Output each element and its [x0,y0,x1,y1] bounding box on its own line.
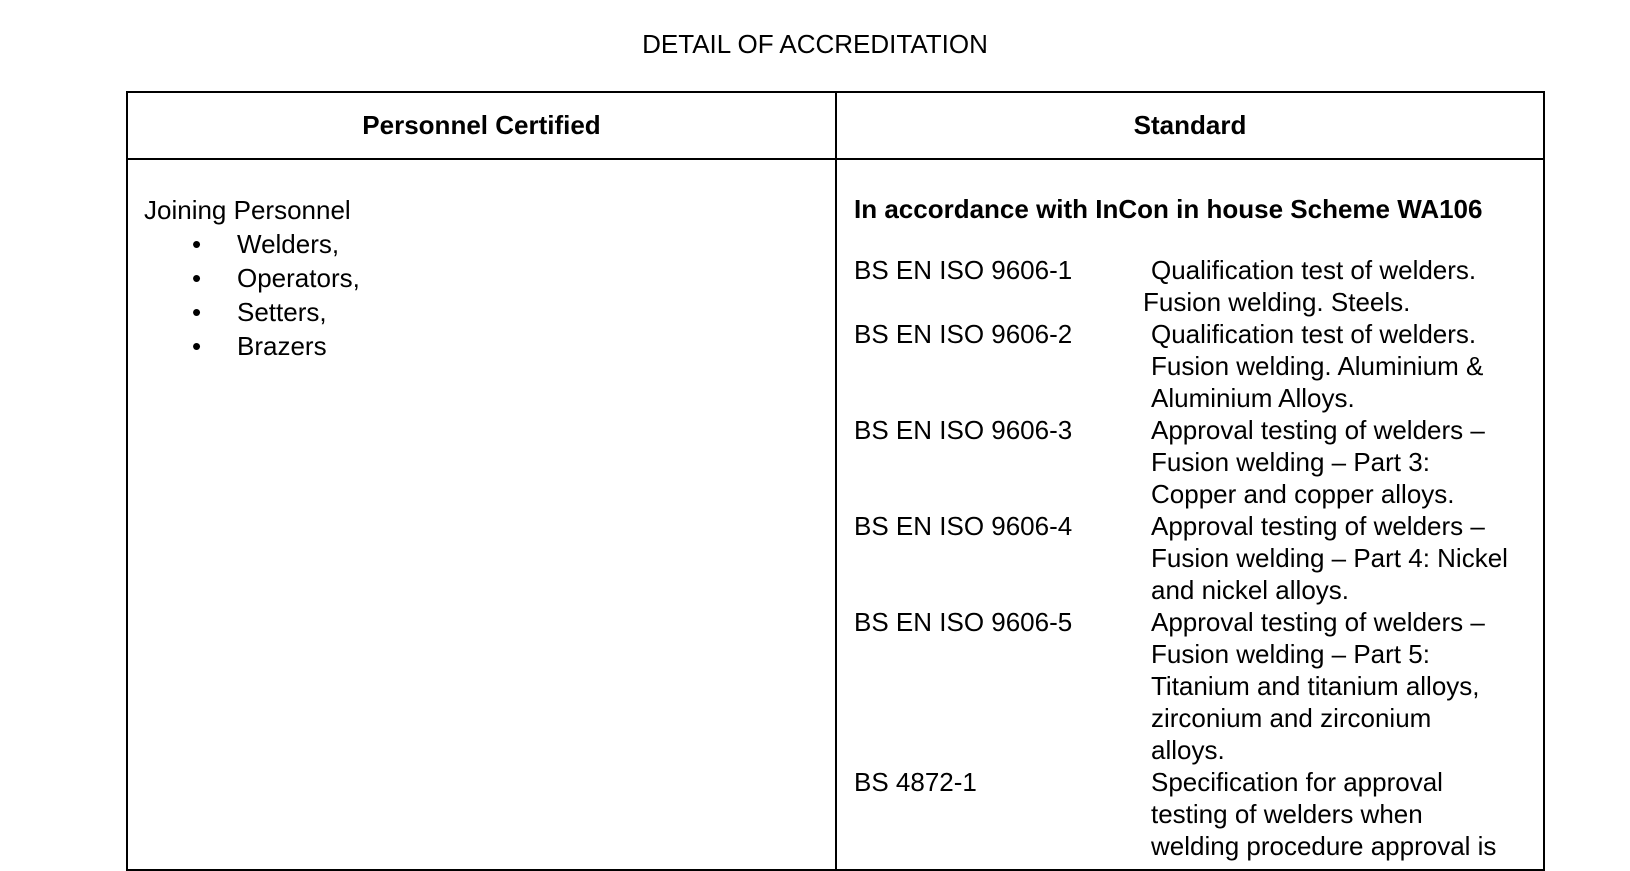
bullet-icon: • [192,229,202,259]
standard-description [1151,606,1541,766]
personnel-list [144,227,824,363]
description-line: Titanium and titanium alloys, [1151,671,1480,701]
description-line: Aluminium Alloys. [1151,383,1355,413]
description-line: alloys. [1151,735,1225,765]
description-line: and nickel alloys. [1151,575,1349,605]
description-line: welding procedure approval is [1151,831,1497,861]
description-line: Qualification test of welders. [1151,255,1477,285]
bullet-icon: • [192,297,202,327]
document-title: DETAIL OF ACCREDITATION [642,29,988,59]
description-line: Fusion welding – Part 3: [1151,447,1430,477]
description-line: Specification for approval [1151,767,1443,797]
header-standard: Standard [1133,110,1247,140]
list-item [144,295,824,329]
personnel-heading: Joining Personnel [144,195,351,225]
standard-row [854,414,1534,510]
column-divider [835,93,837,869]
standard-description [1151,318,1541,414]
scheme-statement: In accordance with InCon in house Scheme WA106 [854,194,1483,224]
list-item-label: Operators, [237,263,360,293]
standard-description [1151,414,1541,510]
standard-description [1151,766,1541,862]
header-rule [128,158,1543,160]
standard-code: BS EN ISO 9606-2 [854,319,1073,349]
standard-description [1143,254,1541,318]
list-item-label: Setters, [237,297,327,327]
accreditation-table [126,91,1545,871]
bullet-icon: • [192,331,202,361]
list-item [144,227,824,261]
standard-row [854,254,1534,318]
standard-code: BS EN ISO 9606-3 [854,415,1073,445]
header-personnel-certified: Personnel Certified [362,110,601,140]
standard-code: BS EN ISO 9606-1 [854,255,1073,285]
list-item-label: Brazers [237,331,327,361]
description-line: Fusion welding. Steels. [1143,287,1411,317]
description-line: Qualification test of welders. [1151,319,1477,349]
description-line: Approval testing of welders – [1151,415,1485,445]
list-item [144,261,824,295]
standard-row [854,510,1534,606]
description-line: zirconium and zirconium [1151,703,1432,733]
description-line: Copper and copper alloys. [1151,479,1455,509]
standard-row [854,318,1534,414]
list-item [144,329,824,363]
standards-cell [854,193,1534,862]
standard-row [854,606,1534,766]
description-line: Fusion welding – Part 4: Nickel [1151,543,1508,573]
list-item-label: Welders, [237,229,340,259]
description-line: testing of welders when [1151,799,1423,829]
standard-code: BS 4872-1 [854,767,977,797]
standard-code: BS EN ISO 9606-4 [854,511,1073,541]
description-line: Fusion welding – Part 5: [1151,639,1430,669]
bullet-icon: • [192,263,202,293]
personnel-cell [144,193,824,363]
standard-description [1151,510,1541,606]
description-line: Approval testing of welders – [1151,607,1485,637]
description-line: Approval testing of welders – [1151,511,1485,541]
description-line: Fusion welding. Aluminium & [1151,351,1484,381]
standard-row [854,766,1534,862]
standard-code: BS EN ISO 9606-5 [854,607,1073,637]
